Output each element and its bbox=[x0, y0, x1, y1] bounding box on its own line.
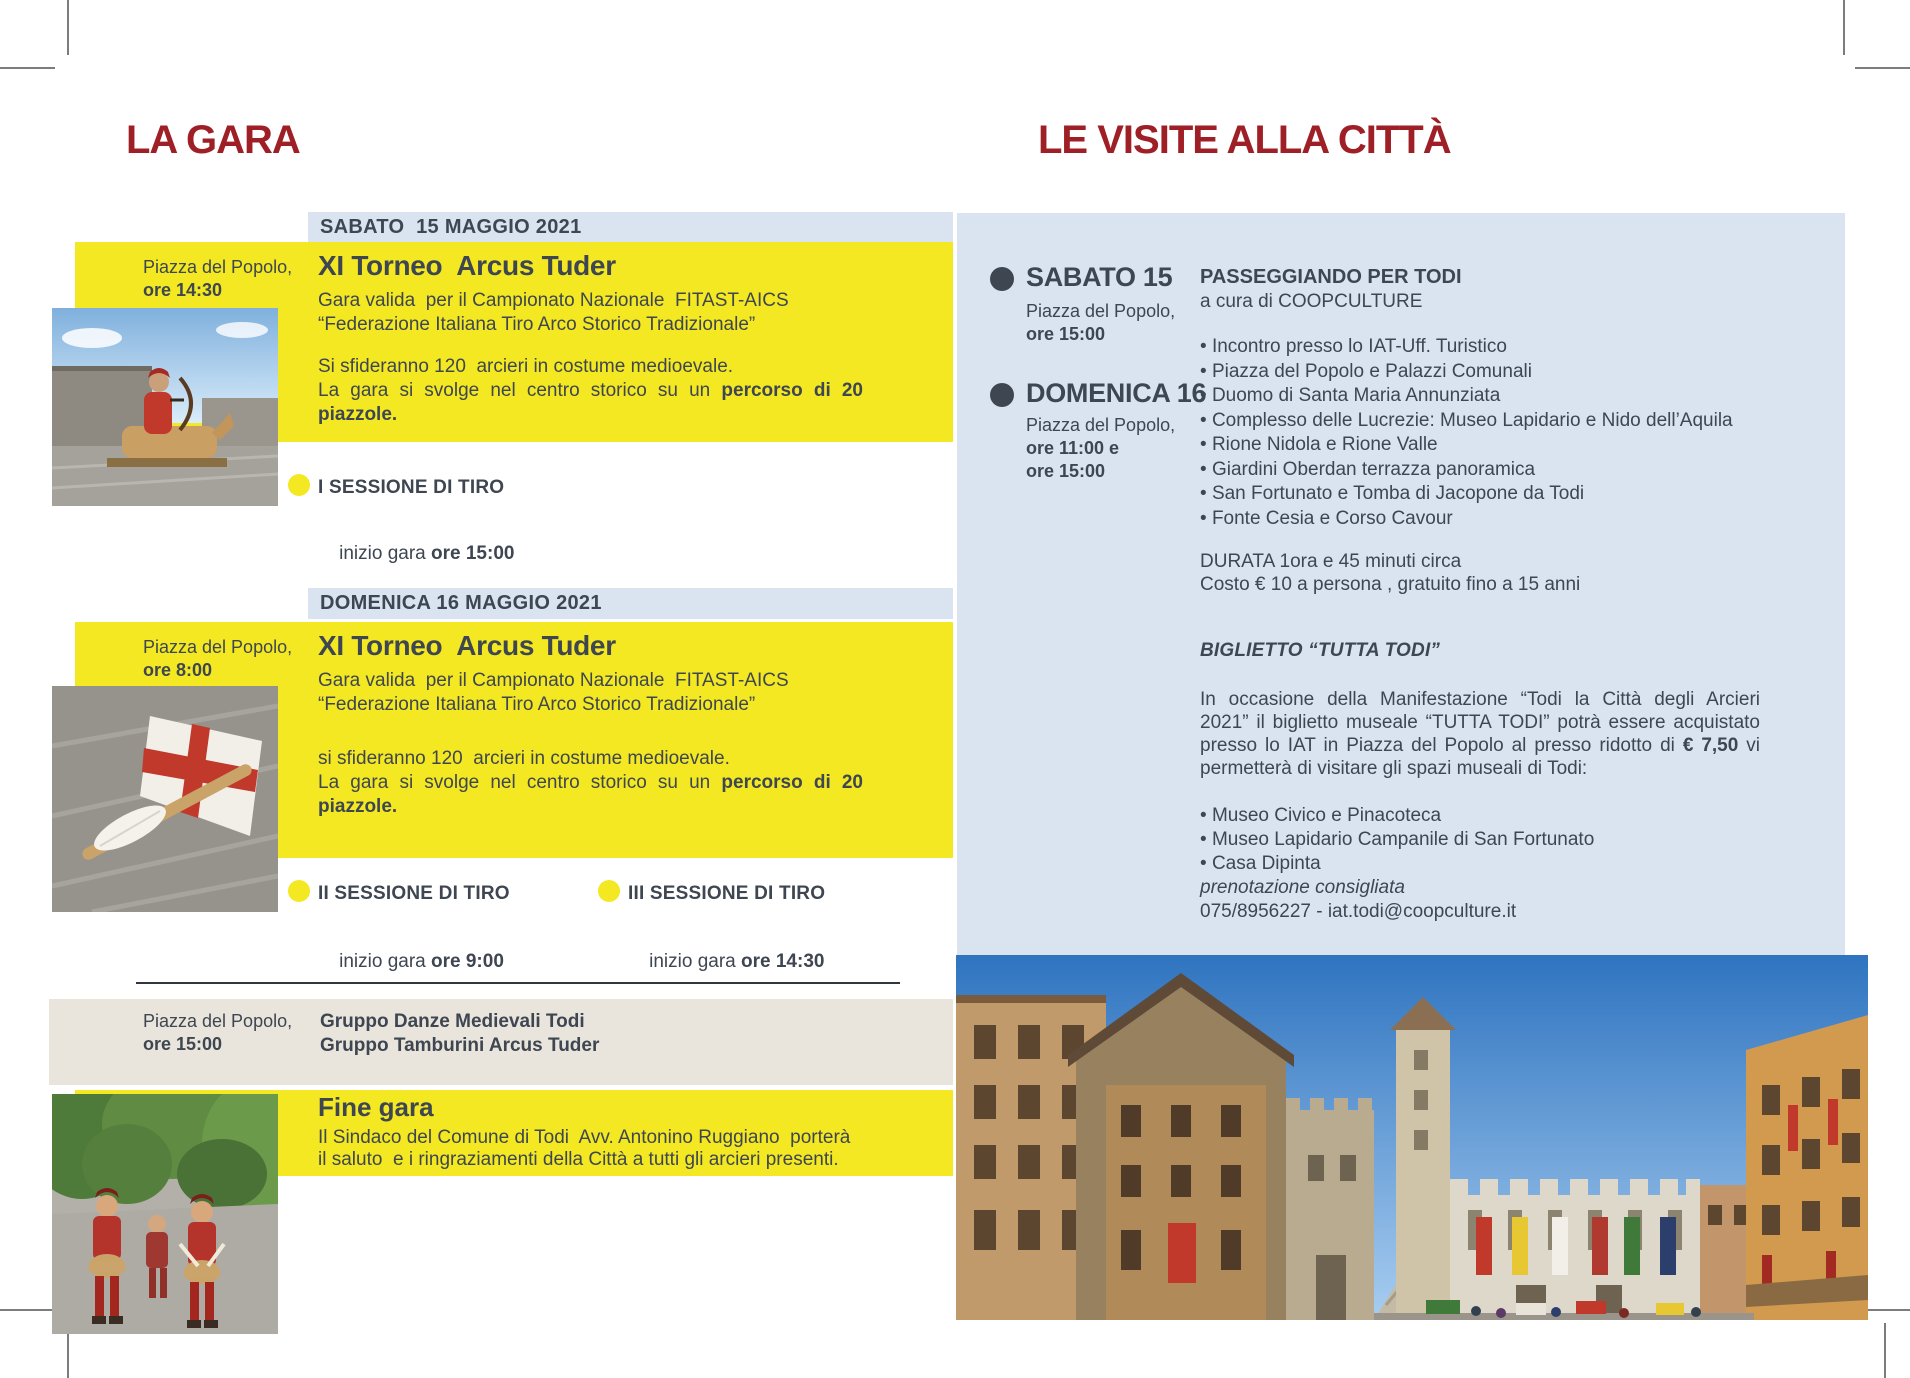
tour-stop-item: • Incontro presso lo IAT-Uff. Turistico bbox=[1200, 335, 1830, 360]
contact-line: 075/8956227 - iat.todi@coopculture.it bbox=[1200, 901, 1517, 922]
place-label: Piazza del Popolo, bbox=[143, 257, 293, 277]
place-label: Piazza del Popolo, bbox=[1026, 415, 1176, 435]
piazza-photo bbox=[956, 955, 1868, 1320]
event-line: Gara valida per il Campionato Nazionale FITAST-AICS bbox=[318, 290, 789, 311]
session-bullet-icon bbox=[288, 880, 310, 902]
group-name: Gruppo Danze Medievali Todi bbox=[320, 1011, 585, 1032]
start-time-line bbox=[318, 926, 504, 998]
start-time-text: inizio gara bbox=[649, 951, 742, 972]
event-line: “Federazione Italiana Tiro Arco Storico Tradizionale” bbox=[318, 694, 756, 715]
time-label: ore 15:00 bbox=[1026, 461, 1106, 481]
sunday-header-band bbox=[308, 588, 953, 619]
tour-column bbox=[1200, 266, 1830, 924]
start-time-text: inizio gara bbox=[339, 951, 432, 972]
crop-mark bbox=[1855, 67, 1910, 69]
start-time-bold: ore 15:00 bbox=[431, 543, 515, 564]
ticket-paragraph-line: permetterà di visitare gli spazi museali di Todi: bbox=[1200, 758, 1588, 779]
tour-stop-item: • Complesso delle Lucrezie: Museo Lapidario e Nido dell’Aquila bbox=[1200, 409, 1830, 434]
start-time-bold: ore 9:00 bbox=[431, 951, 504, 972]
ticket-price-bold: € 7,50 bbox=[1682, 735, 1739, 756]
drummers-photo bbox=[52, 1094, 278, 1334]
crop-mark bbox=[67, 0, 69, 55]
event-title: XI Torneo Arcus Tuder bbox=[318, 250, 616, 281]
tour-title: PASSEGGIANDO PER TODI bbox=[1200, 266, 1462, 288]
tour-stop-item: • Giardini Oberdan terrazza panoramica bbox=[1200, 458, 1830, 483]
archer-photo bbox=[52, 308, 278, 506]
museum-item: • Museo Lapidario Campanile di San Fortunato bbox=[1200, 828, 1830, 852]
event-line: piazzole. bbox=[318, 796, 398, 817]
crop-mark bbox=[1884, 1323, 1886, 1378]
price-line: Costo € 10 a persona , gratuito fino a 15 anni bbox=[1200, 574, 1581, 595]
event-line: piazzole. bbox=[318, 404, 398, 425]
time-label: ore 14:30 bbox=[143, 280, 223, 300]
event-line bbox=[318, 379, 863, 403]
day-title: DOMENICA 16 bbox=[1026, 378, 1207, 408]
event-line: si sfideranno 120 arcieri in costume medioevale. bbox=[318, 748, 730, 769]
tour-stop-item: • San Fortunato e Tomba di Jacopone da Todi bbox=[1200, 482, 1830, 507]
saturday-header-band bbox=[308, 212, 953, 243]
time-label: ore 15:00 bbox=[1026, 324, 1106, 344]
place-label: Piazza del Popolo, bbox=[1026, 301, 1176, 321]
start-time-line bbox=[628, 926, 824, 998]
tour-subtitle: a cura di COOPCULTURE bbox=[1200, 291, 1423, 312]
crop-mark bbox=[1843, 0, 1845, 55]
sunday-header-label: DOMENICA 16 MAGGIO 2021 bbox=[320, 592, 602, 614]
ticket-paragraph-line bbox=[1200, 734, 1760, 757]
day-marker-icon bbox=[990, 383, 1014, 407]
time-label: ore 8:00 bbox=[143, 660, 213, 680]
event-title: XI Torneo Arcus Tuder bbox=[318, 630, 616, 661]
ticket-paragraph bbox=[1200, 688, 1760, 780]
place-label: Piazza del Popolo, bbox=[143, 637, 293, 657]
ticket-paragraph-text: vi bbox=[1746, 735, 1760, 756]
right-column-title: LE VISITE ALLA CITTÀ bbox=[1038, 118, 1451, 162]
session-bullet-icon bbox=[598, 880, 620, 902]
start-time-text: inizio gara bbox=[339, 543, 432, 564]
divider-rule bbox=[136, 982, 900, 984]
event-line: “Federazione Italiana Tiro Arco Storico Tradizionale” bbox=[318, 314, 756, 335]
session-bullet-icon bbox=[288, 474, 310, 496]
day-title: SABATO 15 bbox=[1026, 262, 1173, 292]
duration-line: DURATA 1ora e 45 minuti circa bbox=[1200, 551, 1462, 572]
crop-mark bbox=[0, 1309, 55, 1311]
time-label: ore 11:00 e bbox=[1026, 438, 1120, 458]
museum-list bbox=[1200, 804, 1830, 876]
tour-stop-item: • Rione Nidola e Rione Valle bbox=[1200, 433, 1830, 458]
crop-mark bbox=[0, 67, 55, 69]
finale-line: il saluto e i ringraziamenti della Città a tutti gli arcieri presenti. bbox=[318, 1149, 839, 1170]
flag-arrow-photo bbox=[52, 686, 278, 912]
group-name: Gruppo Tamburini Arcus Tuder bbox=[320, 1035, 600, 1056]
event-line-text: La gara si svolge nel centro storico su un bbox=[318, 380, 711, 401]
tour-stop-list bbox=[1200, 335, 1830, 531]
event-line-text: La gara si svolge nel centro storico su un bbox=[318, 772, 711, 793]
event-line: Si sfideranno 120 arcieri in costume medioevale. bbox=[318, 356, 734, 377]
ticket-paragraph-line: In occasione della Manifestazione “Todi la Città degli Arcieri bbox=[1200, 689, 1760, 710]
ticket-paragraph-text: presso lo IAT in Piazza del Popolo al presso ridotto di bbox=[1200, 735, 1675, 756]
start-time-bold: ore 14:30 bbox=[741, 951, 825, 972]
event-line bbox=[318, 771, 863, 795]
saturday-header-label: SABATO 15 MAGGIO 2021 bbox=[320, 216, 582, 238]
finale-title: Fine gara bbox=[318, 1092, 434, 1122]
finale-line: Il Sindaco del Comune di Todi Avv. Antonino Ruggiano porterà bbox=[318, 1127, 851, 1148]
event-line: Gara valida per il Campionato Nazionale FITAST-AICS bbox=[318, 670, 789, 691]
start-time-line bbox=[318, 518, 514, 590]
session-label: I SESSIONE DI TIRO bbox=[318, 477, 505, 498]
time-label: ore 15:00 bbox=[143, 1034, 223, 1054]
tour-stop-item: • Fonte Cesia e Corso Cavour bbox=[1200, 507, 1830, 532]
session-label: III SESSIONE DI TIRO bbox=[628, 883, 826, 904]
day-marker-icon bbox=[990, 267, 1014, 291]
event-line-bold: percorso di 20 bbox=[721, 772, 863, 793]
place-label: Piazza del Popolo, bbox=[143, 1011, 293, 1031]
booking-note: prenotazione consigliata bbox=[1200, 877, 1405, 898]
session-label: II SESSIONE DI TIRO bbox=[318, 883, 510, 904]
event-line-bold: percorso di 20 bbox=[721, 380, 863, 401]
tour-stop-item: • Piazza del Popolo e Palazzi Comunali bbox=[1200, 360, 1830, 385]
ticket-paragraph-line: 2021” il biglietto museale “TUTTA TODI” potrà essere acquistato bbox=[1200, 712, 1760, 733]
ticket-title: BIGLIETTO “TUTTA TODI” bbox=[1200, 640, 1441, 661]
museum-item: • Casa Dipinta bbox=[1200, 852, 1830, 876]
tour-stop-item: • Duomo di Santa Maria Annunziata bbox=[1200, 384, 1830, 409]
left-column-title: LA GARA bbox=[126, 118, 300, 162]
museum-item: • Museo Civico e Pinacoteca bbox=[1200, 804, 1830, 828]
